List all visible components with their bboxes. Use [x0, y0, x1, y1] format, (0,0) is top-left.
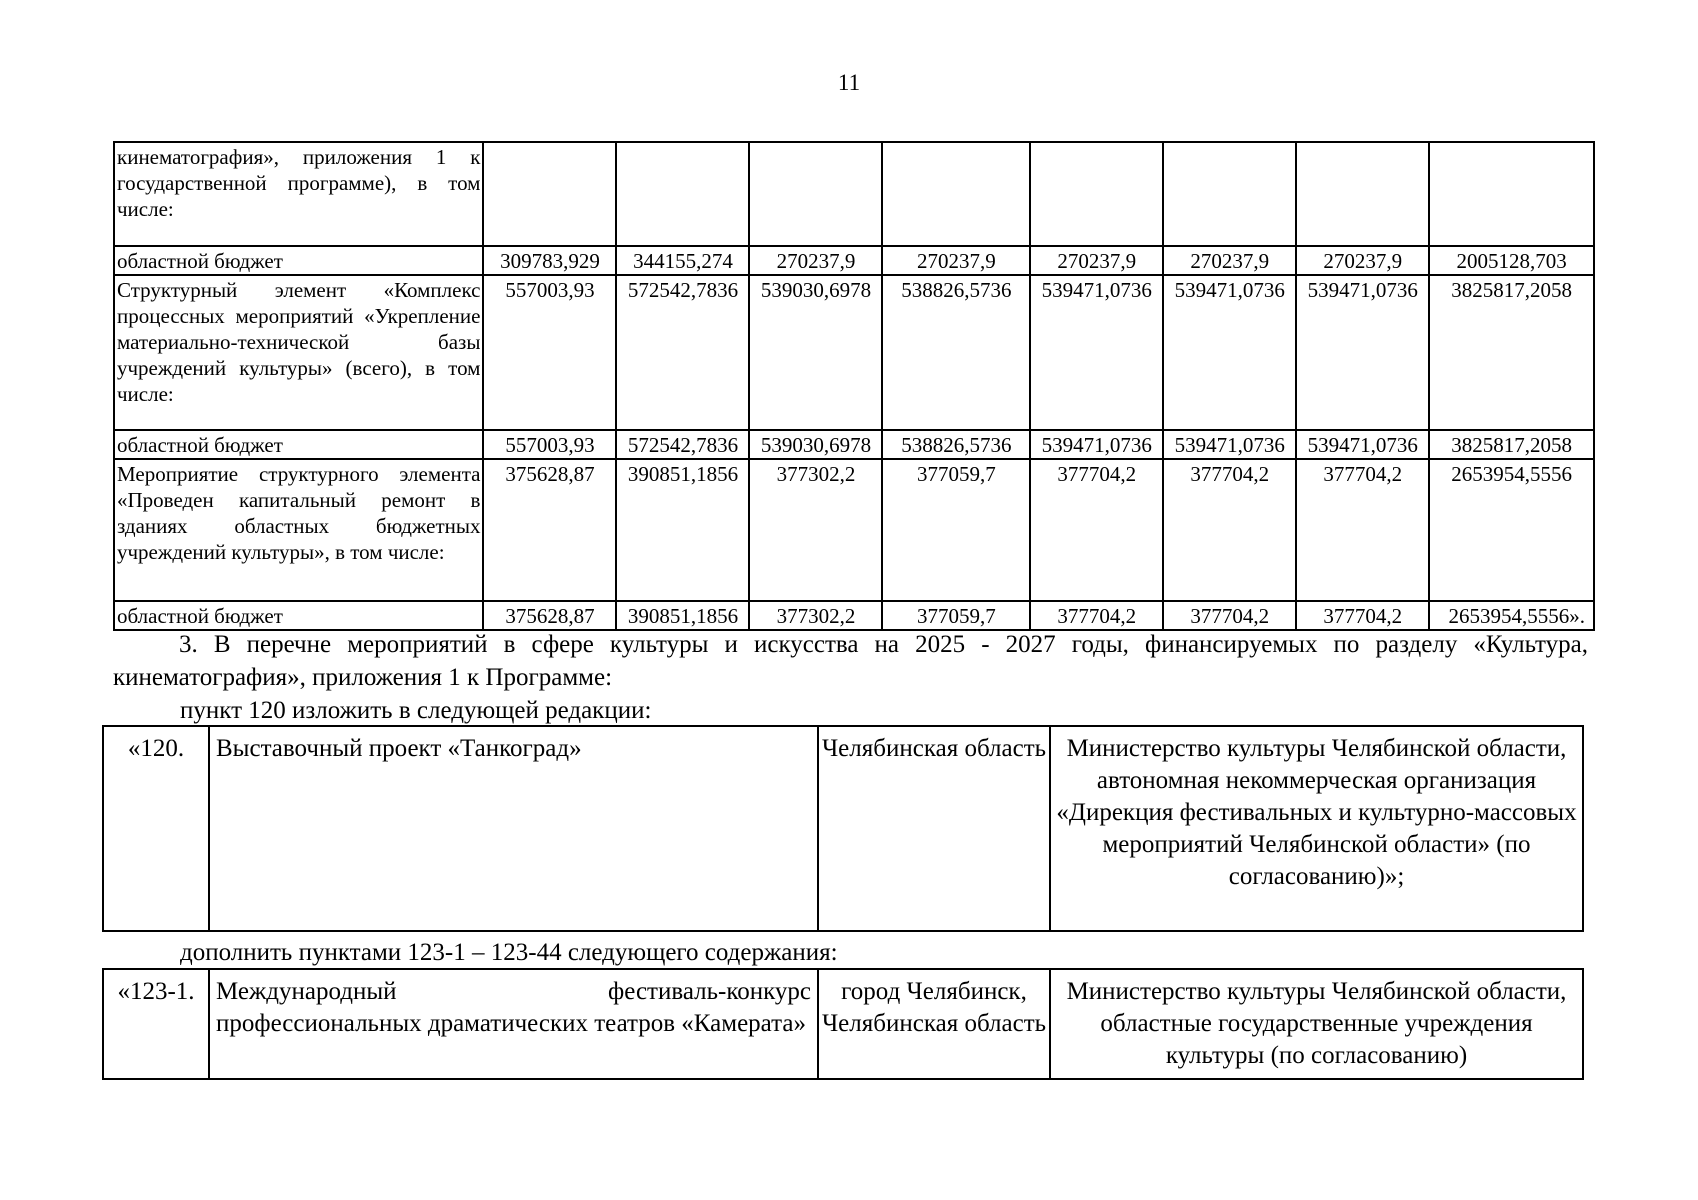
- value-cell: 539471,0736: [1296, 430, 1429, 459]
- value-cell: 377302,2: [749, 459, 882, 601]
- item-organizer: Министерство культуры Челябинской области, автономная некоммерческая организация «Дирекция фестивальных и культурно-массовых мероприятий Челябинской области» (по согласованию)»;: [1050, 726, 1583, 931]
- item-row: [103, 726, 1583, 931]
- value-cell: [1163, 142, 1296, 246]
- finance-table: [113, 141, 1595, 631]
- value-cell: 377704,2: [1163, 459, 1296, 601]
- value-cell: 539471,0736: [1030, 430, 1163, 459]
- value-cell: [882, 142, 1030, 246]
- value-cell: 539030,6978: [749, 275, 882, 430]
- value-cell: [483, 142, 616, 246]
- value-cell: 557003,93: [483, 430, 616, 459]
- item-place: город Челябинск, Челябинская область: [818, 969, 1050, 1079]
- paragraph-3-tail: пункт 120 изложить в следующей редакции:: [180, 697, 652, 724]
- item-row: [103, 969, 1583, 1079]
- table-row: [114, 275, 1594, 430]
- value-cell: 270237,9: [1163, 246, 1296, 275]
- value-cell: [749, 142, 882, 246]
- value-cell: 270237,9: [749, 246, 882, 275]
- value-cell: 377704,2: [1030, 459, 1163, 601]
- item-title: Международный фестиваль-конкурс профессиональных драматических театров «Камерата»: [209, 969, 818, 1079]
- value-cell: [1030, 142, 1163, 246]
- table-row: [114, 601, 1594, 630]
- item-123-1-table: [102, 968, 1584, 1080]
- row-label: областной бюджет: [114, 601, 483, 630]
- item-number: «123-1.: [103, 969, 209, 1079]
- item-120-table: [102, 725, 1584, 932]
- row-label: кинематография», приложения 1 к государственной программе), в том числе:: [114, 142, 483, 246]
- value-cell: 539030,6978: [749, 430, 882, 459]
- row-label: областной бюджет: [114, 430, 483, 459]
- value-cell: 539471,0736: [1163, 430, 1296, 459]
- value-cell: 3825817,2058: [1429, 430, 1594, 459]
- value-cell: [1429, 142, 1594, 246]
- row-label: Мероприятие структурного элемента «Проведен капитальный ремонт в зданиях областных бюджетных учреждений культуры», в том числе:: [114, 459, 483, 601]
- value-cell: 309783,929: [483, 246, 616, 275]
- item-organizer: Министерство культуры Челябинской области, областные государственные учреждения культуры (по согласованию): [1050, 969, 1583, 1079]
- value-cell: 572542,7836: [616, 430, 749, 459]
- value-cell: 344155,274: [616, 246, 749, 275]
- value-cell: 3825817,2058: [1429, 275, 1594, 430]
- value-cell: 572542,7836: [616, 275, 749, 430]
- paragraph-3: 3. В перечне мероприятий в сфере культуры и искусства на 2025 - 2027 годы, финансируемых по разделу «Культура, кинематография», приложения 1 к Программе:: [113, 631, 1588, 691]
- value-cell: 377059,7: [882, 459, 1030, 601]
- value-cell: 538826,5736: [882, 275, 1030, 430]
- value-cell: 377059,7: [882, 601, 1030, 630]
- row-label: областной бюджет: [114, 246, 483, 275]
- table-row: [114, 246, 1594, 275]
- value-cell: 375628,87: [483, 601, 616, 630]
- value-cell: 2653954,5556».: [1429, 601, 1594, 630]
- value-cell: 377704,2: [1163, 601, 1296, 630]
- value-cell: 539471,0736: [1030, 275, 1163, 430]
- value-cell: [616, 142, 749, 246]
- table-row: [114, 430, 1594, 459]
- paragraph-add: дополнить пунктами 123-1 – 123-44 следующего содержания:: [180, 939, 838, 966]
- value-cell: 2005128,703: [1429, 246, 1594, 275]
- value-cell: 377704,2: [1296, 459, 1429, 601]
- value-cell: [1296, 142, 1429, 246]
- value-cell: 270237,9: [1296, 246, 1429, 275]
- value-cell: 377704,2: [1296, 601, 1429, 630]
- value-cell: 539471,0736: [1296, 275, 1429, 430]
- item-title: Выставочный проект «Танкоград»: [209, 726, 818, 931]
- page-number: 11: [837, 70, 861, 95]
- table-row: [114, 459, 1594, 601]
- item-number: «120.: [103, 726, 209, 931]
- value-cell: 538826,5736: [882, 430, 1030, 459]
- value-cell: 375628,87: [483, 459, 616, 601]
- value-cell: 270237,9: [1030, 246, 1163, 275]
- value-cell: 390851,1856: [616, 601, 749, 630]
- table-row: [114, 142, 1594, 246]
- value-cell: 539471,0736: [1163, 275, 1296, 430]
- value-cell: 377302,2: [749, 601, 882, 630]
- row-label: Структурный элемент «Комплекс процессных мероприятий «Укрепление материально-технической базы учреждений культуры» (всего), в том числе:: [114, 275, 483, 430]
- item-place: Челябинская область: [818, 726, 1050, 931]
- value-cell: 2653954,5556: [1429, 459, 1594, 601]
- value-cell: 557003,93: [483, 275, 616, 430]
- value-cell: 377704,2: [1030, 601, 1163, 630]
- value-cell: 270237,9: [882, 246, 1030, 275]
- value-cell: 390851,1856: [616, 459, 749, 601]
